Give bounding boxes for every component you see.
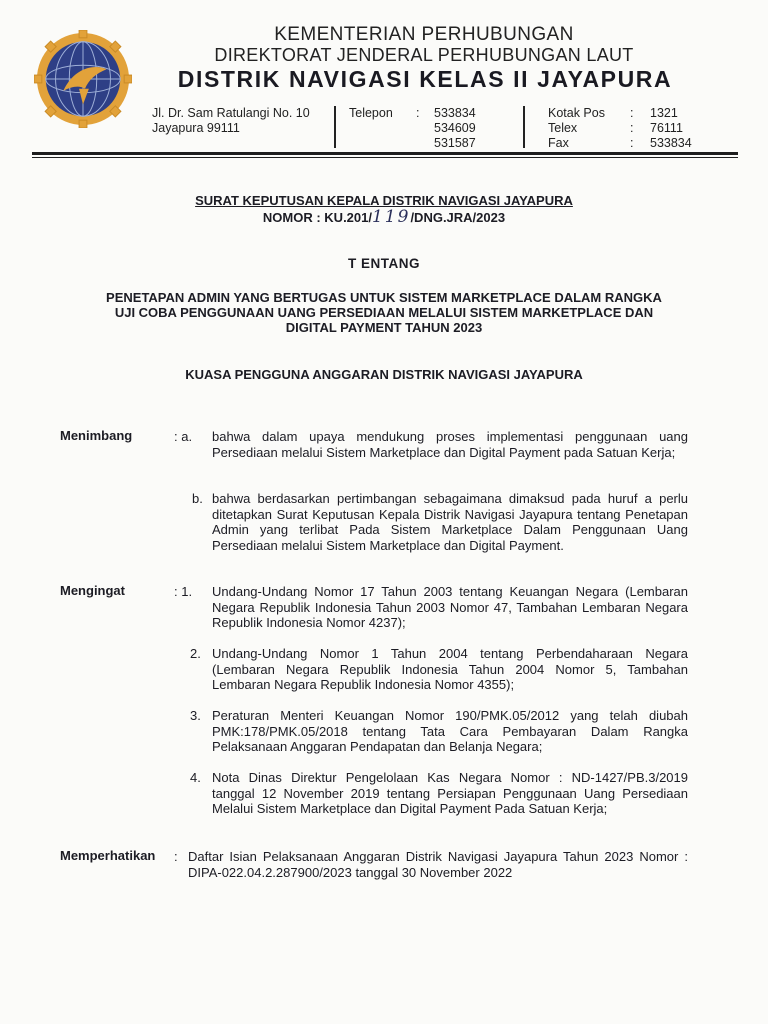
colon: : [630,136,634,150]
mengingat-item-4: Nota Dinas Direktur Pengelolaan Kas Negara Nomor : ND-1427/PB.3/2019 tanggal 12 November 2019 tentang Persiapan Penggunaan Uang Persediaan Melalui Sistem Marketplace dan Digital Payment Pada Satuan Kerja; [212,770,688,816]
colon: : [630,121,634,135]
handwritten-number: 119 [371,207,411,227]
contact-labels [548,106,605,151]
subject-line: PENETAPAN ADMIN YANG BERTUGAS UNTUK SISTEM MARKETPLACE DALAM RANGKA [106,290,662,305]
decree-number-prefix: NOMOR : KU.201/ [262,210,372,225]
decree-number [40,207,728,227]
item-marker: : [174,849,178,864]
item-marker: : a. [174,429,193,444]
mengingat-item-3: Peraturan Menteri Keuangan Nomor 190/PMK.05/2012 yang telah diubah PMK:178/PMK.05/2018 tentang Tata Cara Pembayaran Dalam Rangka Pelaksanaan Anggaran Pendapatan dan Belanja Negara; [212,708,688,754]
office-name: DISTRIK NAVIGASI KELAS II JAYAPURA [177,66,673,92]
fax-label: Fax [548,136,569,150]
address-line-1: Jl. Dr. Sam Ratulangi No. 10 [152,106,310,120]
tentang-heading: T ENTANG [348,256,420,271]
telex-label: Telex [548,121,578,135]
decree-subject [40,290,728,335]
menimbang-item-b: bahwa berdasarkan pertimbangan sebagaimana dimaksud pada huruf a perlu ditetapkan Surat Keputusan Kepala Distrik Navigasi Jayapura tentang Penetapan Admin yang terlibat Pada Sistem Marketplace Dalam Penggunaan Uang Persediaan melalui Sistem Marketplace dan Digital Payment. [212,491,688,553]
decree-title: SURAT KEPUTUSAN KEPALA DISTRIK NAVIGASI JAYAPURA [195,193,573,208]
letterhead-rule-thin [32,157,738,158]
mengingat-item-1: Undang-Undang Nomor 17 Tahun 2003 tentang Keuangan Negara (Lembaran Negara Republik Indonesia Tahun 2003 Nomor 47, Tambahan Lembaran Negara Republik Indonesia Nomor 4237); [212,584,688,630]
menimbang-item-a: bahwa dalam upaya mendukung proses implementasi penggunaan uang Persediaan melalui Sistem Marketplace dan Digital Payment pada Satuan Kerja; [212,429,688,460]
item-marker: 3. [190,708,201,723]
telepon-numbers [434,106,476,151]
subject-line: UJI COBA PENGGUNAAN UANG PERSEDIAAN MELALUI SISTEM MARKETPLACE DAN [114,305,654,320]
address-line-2: Jayapura 99111 [152,121,240,135]
telepon-colon: : [416,106,420,120]
telepon-number: 533834 [434,106,476,120]
contact-values [650,106,692,151]
mengingat-item-2: Undang-Undang Nomor 1 Tahun 2004 tentang Perbendaharaan Negara (Lembaran Negara Republik Indonesia Tahun 2004 Nomor 5, Tambahan Lembaran Negara Republik Indonesia Nomor 4355); [212,646,688,692]
ministry-name: KEMENTERIAN PERHUBUNGAN [274,24,574,45]
letterhead-divider [523,106,525,148]
ministry-logo [34,30,132,128]
colon: : [630,106,634,120]
letterhead-divider [334,106,336,148]
item-marker: b. [192,491,203,506]
contact-colons [630,106,633,151]
item-marker: 2. [190,646,201,661]
memperhatikan-text: Daftar Isian Pelaksanaan Anggaran Distrik Navigasi Jayapura Tahun 2023 Nomor : DIPA-022.04.2.287900/2023 tanggal 30 November 2022 [188,849,688,880]
telepon-number: 534609 [434,121,476,135]
kotak-pos-value: 1321 [650,106,678,120]
authority-heading: KUASA PENGGUNA ANGGARAN DISTRIK NAVIGASI JAYAPURA [185,367,583,382]
telepon-number: 531587 [434,136,476,150]
telepon-label: Telepon [349,106,393,120]
kotak-pos-label: Kotak Pos [548,106,605,120]
item-marker: : 1. [174,584,193,599]
memperhatikan-label: Memperhatikan [60,848,156,863]
telex-value: 76111 [650,121,683,135]
directorate-name: DIREKTORAT JENDERAL PERHUBUNGAN LAUT [214,45,634,65]
mengingat-label: Mengingat [60,583,125,598]
fax-value: 533834 [650,136,692,150]
decree-number-suffix: /DNG.JRA/2023 [410,210,506,225]
item-marker: 4. [190,770,201,785]
menimbang-label: Menimbang [60,428,133,443]
address-block [152,106,310,136]
subject-line: DIGITAL PAYMENT TAHUN 2023 [285,320,483,335]
letterhead-rule [32,152,738,155]
